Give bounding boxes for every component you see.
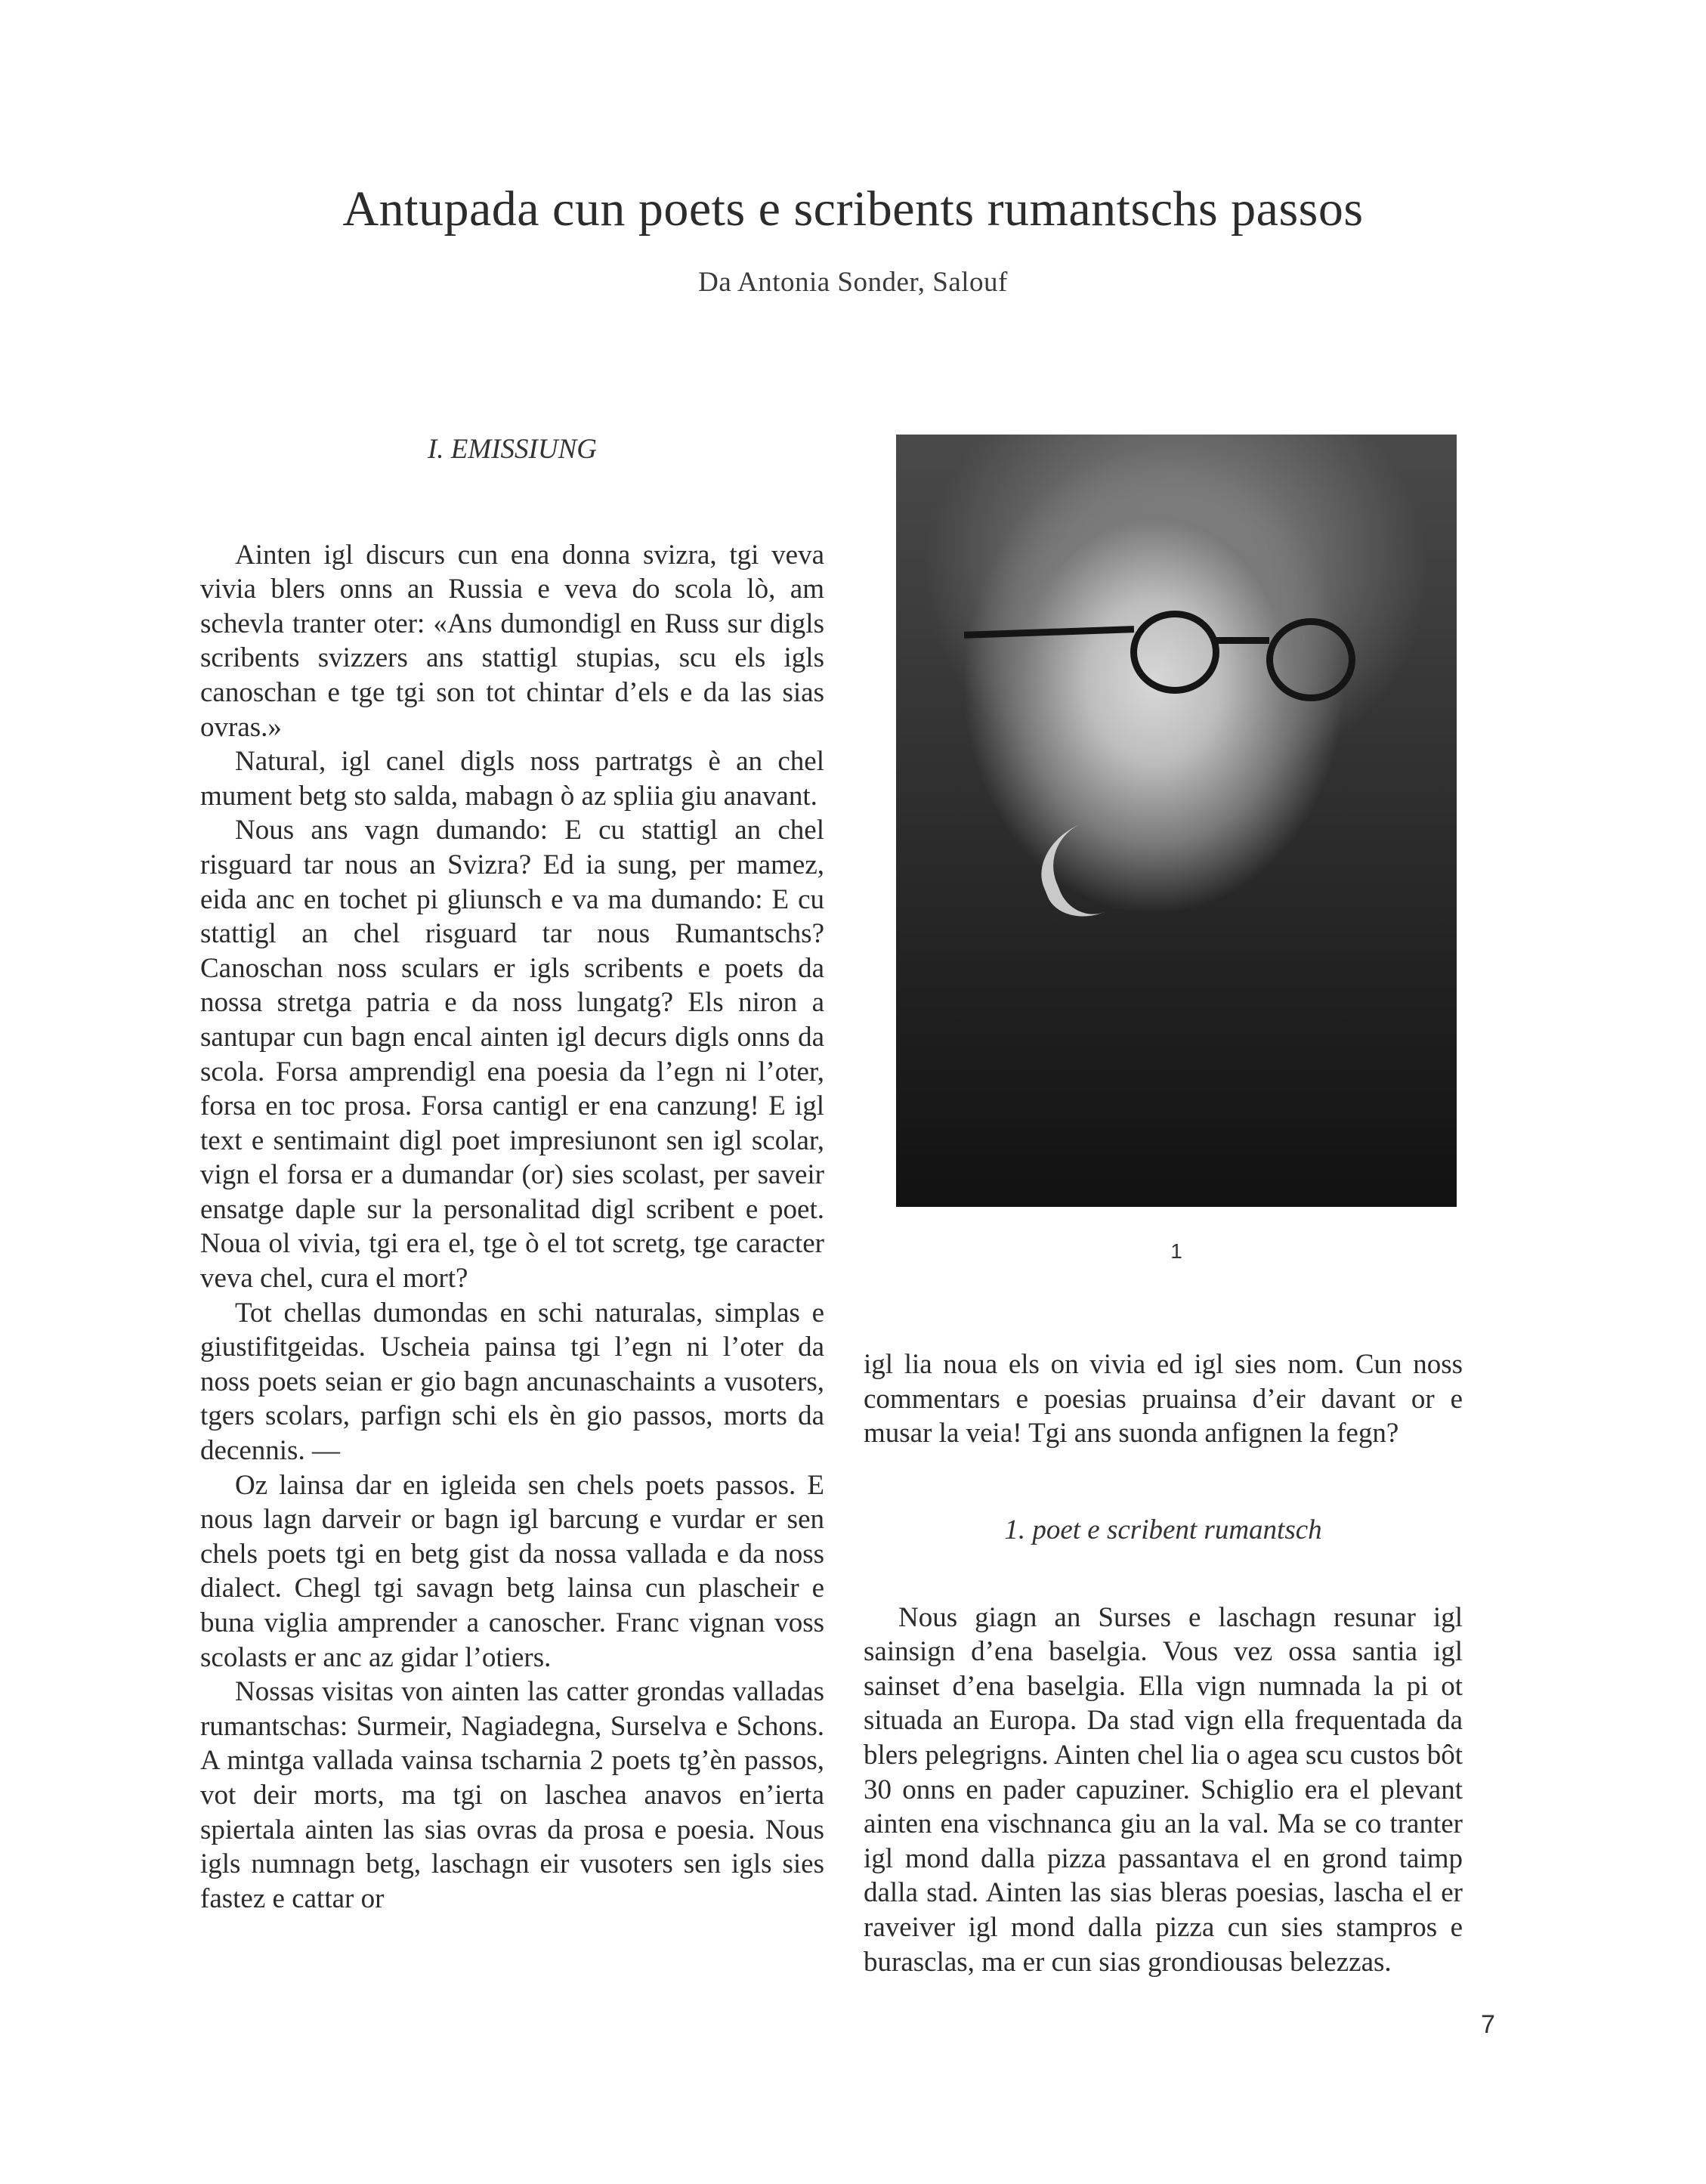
right-column-section [864, 1513, 1463, 1979]
section-heading-emissiung: I. EMISSIUNG [427, 434, 597, 465]
spacer [200, 467, 824, 538]
paragraph: Oz lainsa dar en igleida sen chels poets passos. E nous lagn darveir or bagn igl barcung e vurdar er sen chels poets tgi en betg gist da nossa vallada e da noss dialect. Chegl tgi savagn betg lainsa cun plascheir e buna viglia amprender a canoscher. Franc vignan voss scolasts er anc az gidar l’otiers. [200, 1469, 824, 1673]
article-title: Antupada cun poets e scribents rumantschs passos [342, 181, 1364, 237]
glasses-right-lens [1266, 618, 1355, 701]
paragraph: igl lia noua els on vivia ed igl sies nom. Cun noss commentars e poesias pruainsa d’eir davant or e musar la veia! Tgi ans suonda anfignen la fegn? [864, 1349, 1463, 1449]
glasses-temple [964, 626, 1134, 639]
paragraph: Nous giagn an Surses e laschagn resunar igl sainsign d’ena baselgia. Vous vez ossa santia igl sainset d’ena baselgia. Ella vign numnada la pi ot situada an Europa. Da stad vign ella frequentada da blers pelegrigns. Ainten chel lia o agea scu custos bôt 30 onns en pader capuziner. Schiglio era el plevant ainten ena vischnanca giu an la val. Ma se co tranter igl mond dalla pizza passantava el en grond taimp dalla stad. Ainten las sias bleras poesias, lascha el er raveiver igl mond dalla pizza cun sies stampros e burasclas, ma er cun sias grondiousas belezzas. [864, 1601, 1463, 1978]
glasses-left-lens [1130, 611, 1219, 694]
page-number: 7 [1481, 2010, 1495, 2039]
left-column [200, 432, 824, 1916]
spacer [864, 1548, 1463, 1601]
section-heading-poet: 1. poet e scribent rumantsch [1004, 1514, 1322, 1545]
right-column-continuation [864, 1347, 1463, 1451]
paragraph: Nous ans vagn dumando: E cu stattigl an chel risguard tar nous an Svizra? Ed ia sung, per mamez, eida anc en tochet pi gliunsch e va ma dumando: E cu stattigl an chel risguard tar nous Rumantschs? Canoschan noss sculars er igls scribents e poets da nossa stretga patria e da noss lungatg? Els niron a santupar cun bagn encal ainten igl decurs digls onns da scola. Forsa amprendigl ena poesia da l’egn ni l’oter, forsa en toc prosa. Forsa cantigl er ena canzung! E igl text e sentimaint digl poet impresiunont sen igl scolar, vign el forsa er a dumandar (or) sies scolast, per saveir ensatge daple sur la personalitad digl scribent e poet. Noua ol vivia, tgi era el, tge ò el tot scretg, tge caracter veva chel, cura el mort? [200, 815, 824, 1295]
glasses-bridge [1212, 637, 1269, 644]
figure-caption: 1 [1170, 1239, 1182, 1263]
clerical-collar [1027, 801, 1171, 930]
paragraph: Natural, igl canel digls noss partratgs è an chel mument betg sto salda, mabagn ò az spliia giu anavant. [200, 746, 824, 812]
portrait-photo [896, 435, 1457, 1207]
article-author: Da Antonia Sonder, Salouf [698, 267, 1008, 298]
paragraph: Ainten igl discurs cun ena donna svizra, tgi veva vivia blers onns an Russia e veva do scola lò, am schevla tranter oter: «Ans dumondigl en Russ sur digls scribents svizzers ans stattigl stupias, scu els igls canoschan e tge tgi son tot chintar d’els e da las sias ovras.» [200, 539, 824, 743]
paragraph: Nossas visitas von ainten las catter grondas valladas rumantschas: Surmeir, Nagiadegna, Surselva e Schons. A mintga vallada vainsa tscharnia 2 poets tg’èn passos, vot deir morts, ma tgi on laschea anavos en’ierta spiertala ainten las sias ovras da prosa e poesia. Nous igls numnagn betg, laschagn eir vusoters sen igls sies fastez e cattar or [200, 1676, 824, 1914]
paragraph: Tot chellas dumondas en schi naturalas, simplas e giustifitgeidas. Uscheia painsa tgi l’egn ni l’oter da noss poets seian er gio bagn ancunaschaints a vusoters, tgers scolars, parfign schi els èn gio passos, morts da decennis. — [200, 1297, 824, 1467]
